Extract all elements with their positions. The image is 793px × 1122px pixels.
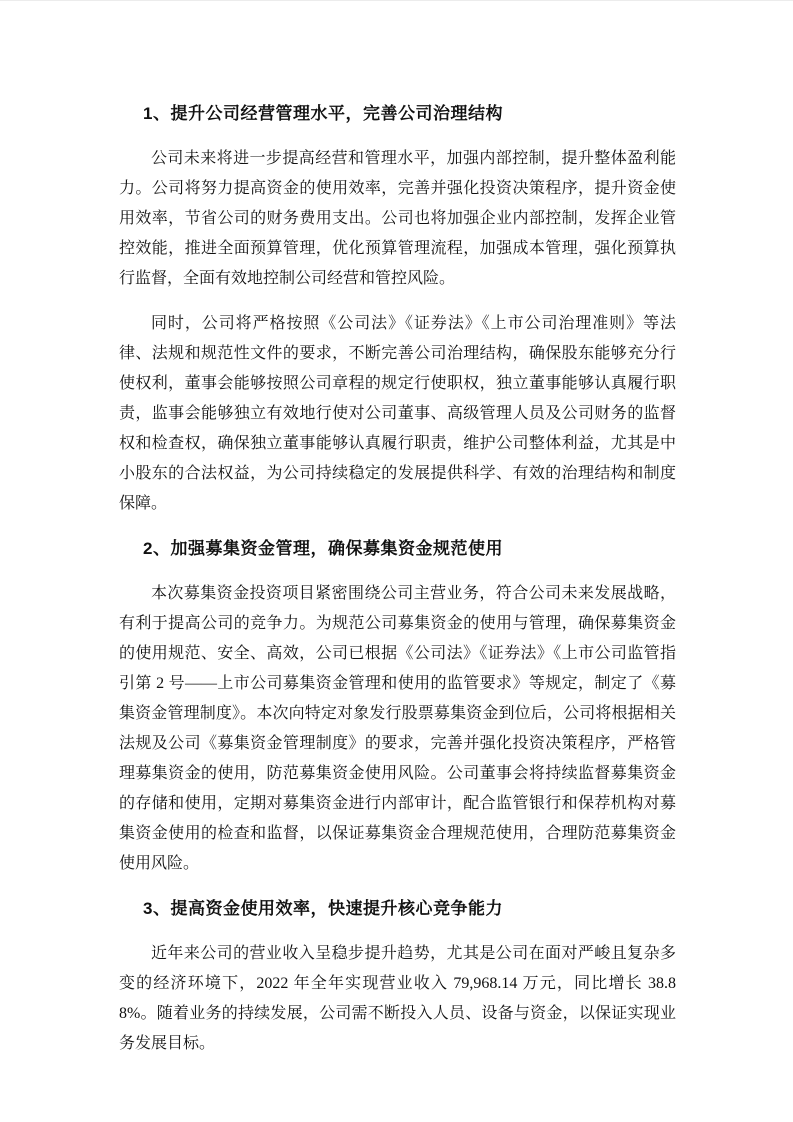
document-content: [0, 1, 793, 1059]
paragraph-governance-compliance: 同时，公司将严格按照《公司法》《证券法》《上市公司治理准则》等法律、法规和规范性文件的要求，不断完善公司治理结构，确保股东能够充分行使权利，董事会能够按照公司章程的规定行使职权，独立董事能够认真履行职责，监事会能够独立有效地行使对公司董事、高级管理人员及公司财务的监督权和检查权，确保独立董事能够认真履行职责，维护公司整体利益，尤其是中小股东的合法权益，为公司持续稳定的发展提供科学、有效的治理结构和制度保障。: [119, 315, 676, 512]
paragraph-fundraising-management: 本次募集资金投资项目紧密围绕公司主营业务，符合公司未来发展战略，有利于提高公司的竞争力。为规范公司募集资金的使用与管理，确保募集资金的使用规范、安全、高效，公司已根据《公司法》《证券法》《上市公司监管指引第 2 号——上市公司募集资金管理和使用的监管要求》等规定，制定了《募集资金管理制度》。本次向特定对象发行股票募集资金到位后，公司将根据相关法规及公司《募集资金管理制度》的要求，完善并强化投资决策程序，严格管理募集资金的使用，防范募集资金使用风险。公司董事会将持续监督募集资金的存储和使用，定期对募集资金进行内部审计，配合监管银行和保荐机构对募集资金使用的检查和监督，以保证募集资金合理规范使用，合理防范募集资金使用风险。: [119, 585, 676, 872]
section-heading-1: 1、提升公司经营管理水平，完善公司治理结构: [143, 104, 503, 123]
paragraph-capital-efficiency: 近年来公司的营业收入呈稳步提升趋势，尤其是公司在面对严峻且复杂多变的经济环境下，2022 年全年实现营业收入 79,968.14 万元，同比增长 38.88%。随着业务的持续发展，公司需不断投入人员、设备与资金，以保证实现业务发展目标。: [119, 945, 676, 1052]
paragraph-operations-management: 公司未来将进一步提高经营和管理水平，加强内部控制，提升整体盈利能力。公司将努力提高资金的使用效率，完善并强化投资决策程序，提升资金使用效率，节省公司的财务费用支出。公司也将加强企业内部控制，发挥企业管控效能，推进全面预算管理，优化预算管理流程，加强成本管理，强化预算执行监督，全面有效地控制公司经营和管控风险。: [119, 150, 676, 287]
section-heading-2: 2、加强募集资金管理，确保募集资金规范使用: [143, 539, 503, 558]
section-heading-3: 3、提高资金使用效率，快速提升核心竞争能力: [143, 899, 503, 918]
